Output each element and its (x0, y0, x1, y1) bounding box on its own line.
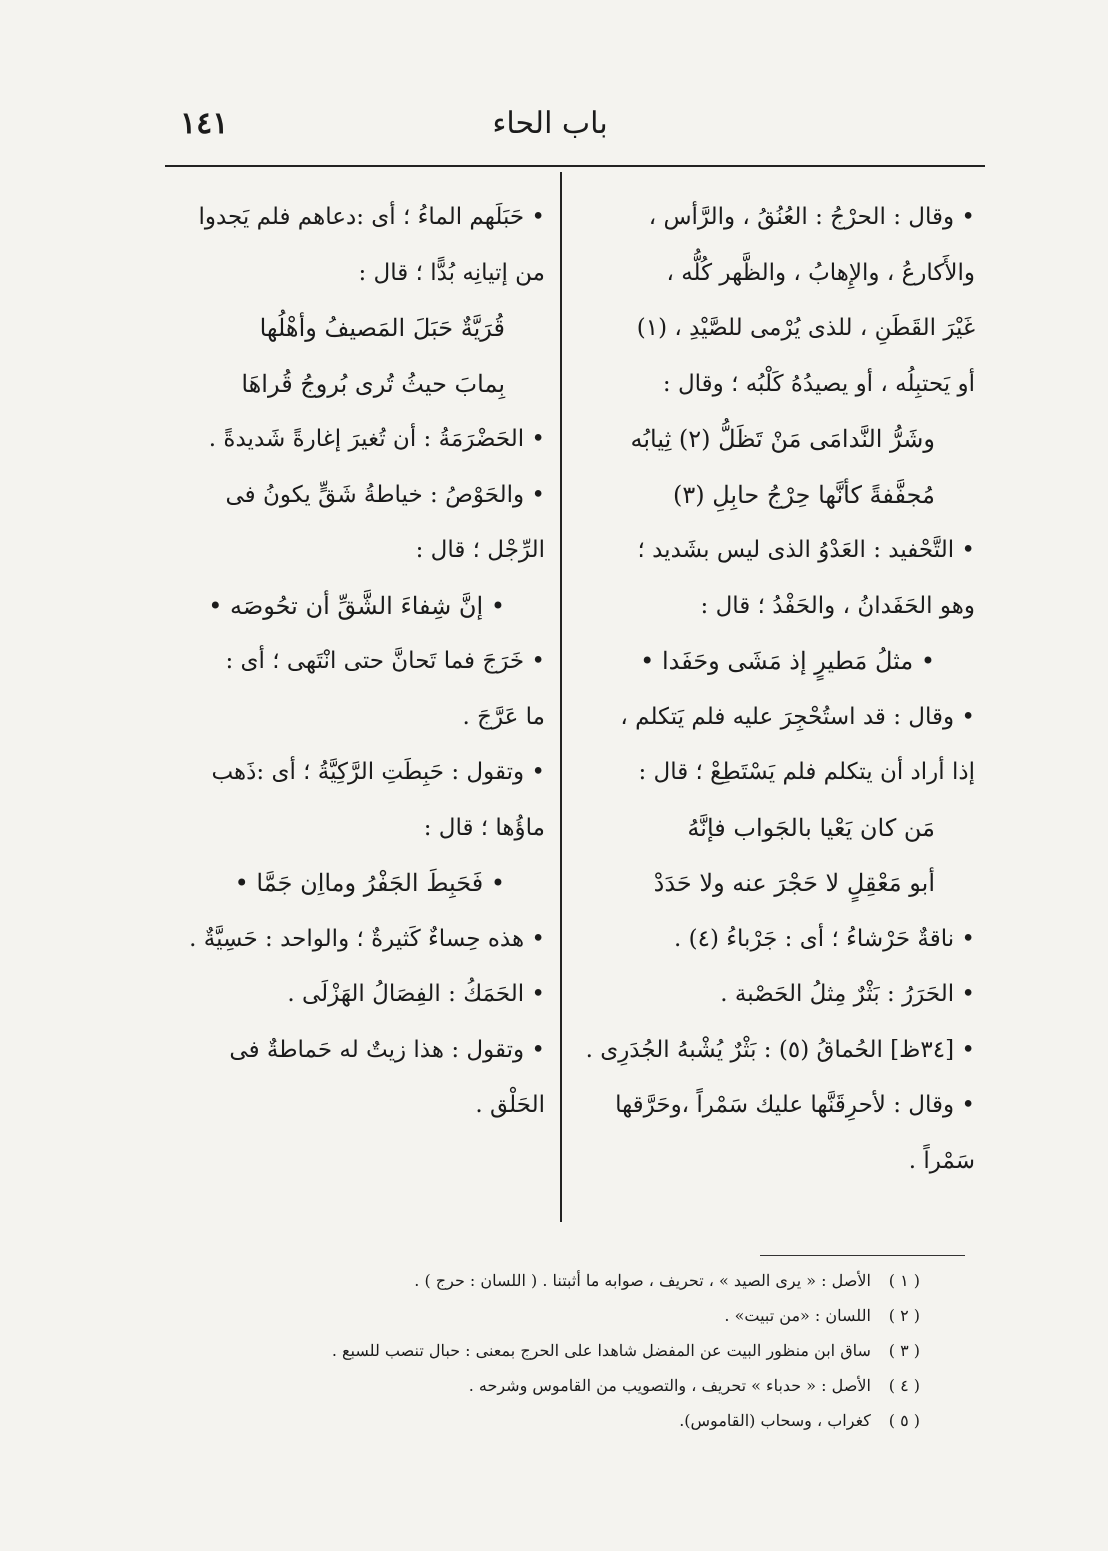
left-column-verse: بِمابَ حيثُ تُرى بُروجُ قُراهَا (241, 369, 505, 398)
left-column-line: • والحَوْصُ : خياطةُ شَقٍّ يكونُ فى (225, 481, 545, 508)
footnote-number: ( ٤ ) (888, 1376, 920, 1395)
right-column-line: والأَكارعُ ، والإِهابُ ، والظَّهر كُلُّه ، (666, 259, 975, 286)
right-column-verse: أبو مَعْقِلٍ لا حَجْرَ عنه ولا حَدَدْ (653, 869, 935, 897)
footnote-number: ( ٢ ) (888, 1306, 920, 1325)
right-column-line: • وقال : لأحرِقَنَّها عليك سَمْراً ،وحَرَّقها (615, 1092, 975, 1118)
footnote (270, 1403, 920, 1438)
left-column-line: • حَبَلَهم الماءُ ؛ أى :دعاهم فلم يَجدوا (198, 204, 545, 230)
right-column (570, 190, 975, 1230)
right-column-verse: مُجفَّفةً كأنَّها حِرْجُ حابِلِ (٣) (672, 480, 935, 509)
footnote-text: ساق ابن منظور البيت عن المفضل شاهدا على الحرج بمعنى : حبال تنصب للسبع . (331, 1341, 871, 1360)
right-column-line: • وقال : الحرْجُ : العُنُقُ ، والرَّأس ، (648, 204, 975, 230)
right-column-verse: مَن كان يَعْيا بالجَواب فإنَّهُ (687, 813, 935, 842)
header-rule (165, 165, 985, 167)
footnote-number: ( ٣ ) (888, 1341, 920, 1360)
footnotes (270, 1263, 920, 1438)
left-column-line: • الحَضْرَمَةُ : أن تُغيرَ إغارةً شَديدةً . (208, 426, 545, 452)
right-column-line: إذا أراد أن يتكلم فلم يَسْتَطِعْ ؛ قال : (638, 759, 975, 785)
right-column-line: غَيْرَ القَطَنِ ، للذى يُرْمى للصَّيْدِ ، (١) (636, 315, 975, 341)
left-column-line: من إتيانِه بُدًّا ؛ قال : (358, 259, 545, 286)
left-column-line: الحَلْق . (475, 1092, 545, 1118)
footnote-rule (760, 1255, 965, 1256)
footnote-text: كغراب ، وسحاب (القاموس). (679, 1411, 871, 1430)
right-column-line: • ناقةٌ حَرْشاءُ ؛ أى : جَرْباءُ (٤) . (673, 925, 975, 952)
right-column-line: • الحَرَرُ : بَثْرٌ مِثلُ الحَصْبة . (720, 981, 975, 1007)
left-column-verse: • إنَّ شِفاءَ الشَّقِّ أن تحُوصَه • (208, 591, 505, 620)
column-divider (560, 172, 562, 1222)
right-column-line: • وقال : قد استُحْجِرَ عليه فلم يَتكلم ، (620, 703, 975, 730)
footnote (270, 1298, 920, 1333)
left-column-line: • وتقول : هذا زيتٌ له حَماطةٌ فى (229, 1036, 545, 1063)
left-column-line: • خَرَجَ فما تَحانَّ حتى انْتَهى ؛ أى : (225, 648, 545, 674)
left-column-line: ماؤُها ؛ قال : (423, 814, 545, 841)
page-header-title: باب الحاء (492, 106, 608, 141)
left-column-line: ما عَرَّجَ . (462, 703, 545, 730)
page-number: ١٤١ (180, 106, 229, 141)
footnote (270, 1263, 920, 1298)
footnote-number: ( ٥ ) (888, 1411, 920, 1430)
footnote-text: الأصل : « يرى الصيد » ، تحريف ، صوابه ما أثبتنا . ( اللسان : حرج ) . (414, 1271, 871, 1290)
right-column-verse: وشَرُّ النَّدامَى مَنْ تَظَلُّ (٢) ثِيابُه (630, 425, 935, 453)
right-column-line: أو يَحتبِلُه ، أو يصيدُهُ كَلْبُه ؛ وقال : (662, 370, 975, 397)
left-column-verse: • فَحَبِطَ الجَفْرُ ومااِن جَمَّا • (234, 869, 505, 897)
left-column-line: • الحَمَكُ : الفِصَالُ الهَزْلَى . (287, 981, 545, 1007)
footnote-number: ( ١ ) (888, 1271, 920, 1290)
left-column (150, 190, 545, 1230)
footnote-text: اللسان : «من تبيت» . (724, 1306, 871, 1325)
left-column-verse: قُرَيَّةٌ حَبَلَ المَصيفُ وأهْلُها (259, 314, 505, 342)
left-column-line: • وتقول : حَبِطَتِ الرَّكِيَّةُ ؛ أى :ذَهب (211, 759, 545, 785)
left-column-line: • هذه حِساءٌ كَثيرةٌ ؛ والواحد : حَسِيَّةٌ . (189, 925, 545, 952)
footnote (270, 1333, 920, 1368)
right-column-verse: • مثلُ مَطيرٍ إذ مَشَى وحَفَدا • (640, 647, 935, 675)
right-column-line: • [٣٤ظ] الحُماقُ (٥) : بَثْرٌ يُشْبهُ الجُدَرِى . (585, 1036, 975, 1063)
footnote (270, 1368, 920, 1403)
footnote-text: الأصل : « حدباء » تحريف ، والتصويب من القاموس وشرحه . (468, 1376, 871, 1395)
right-column-line: وهو الحَفَدانُ ، والحَفْدُ ؛ قال : (700, 592, 975, 619)
right-column-line: سَمْراً . (908, 1147, 975, 1174)
left-column-line: الرِّجْل ؛ قال : (415, 537, 545, 563)
right-column-line: • التَّحْفيد : العَدْوُ الذى ليس بشَديد ؛ (637, 537, 975, 563)
